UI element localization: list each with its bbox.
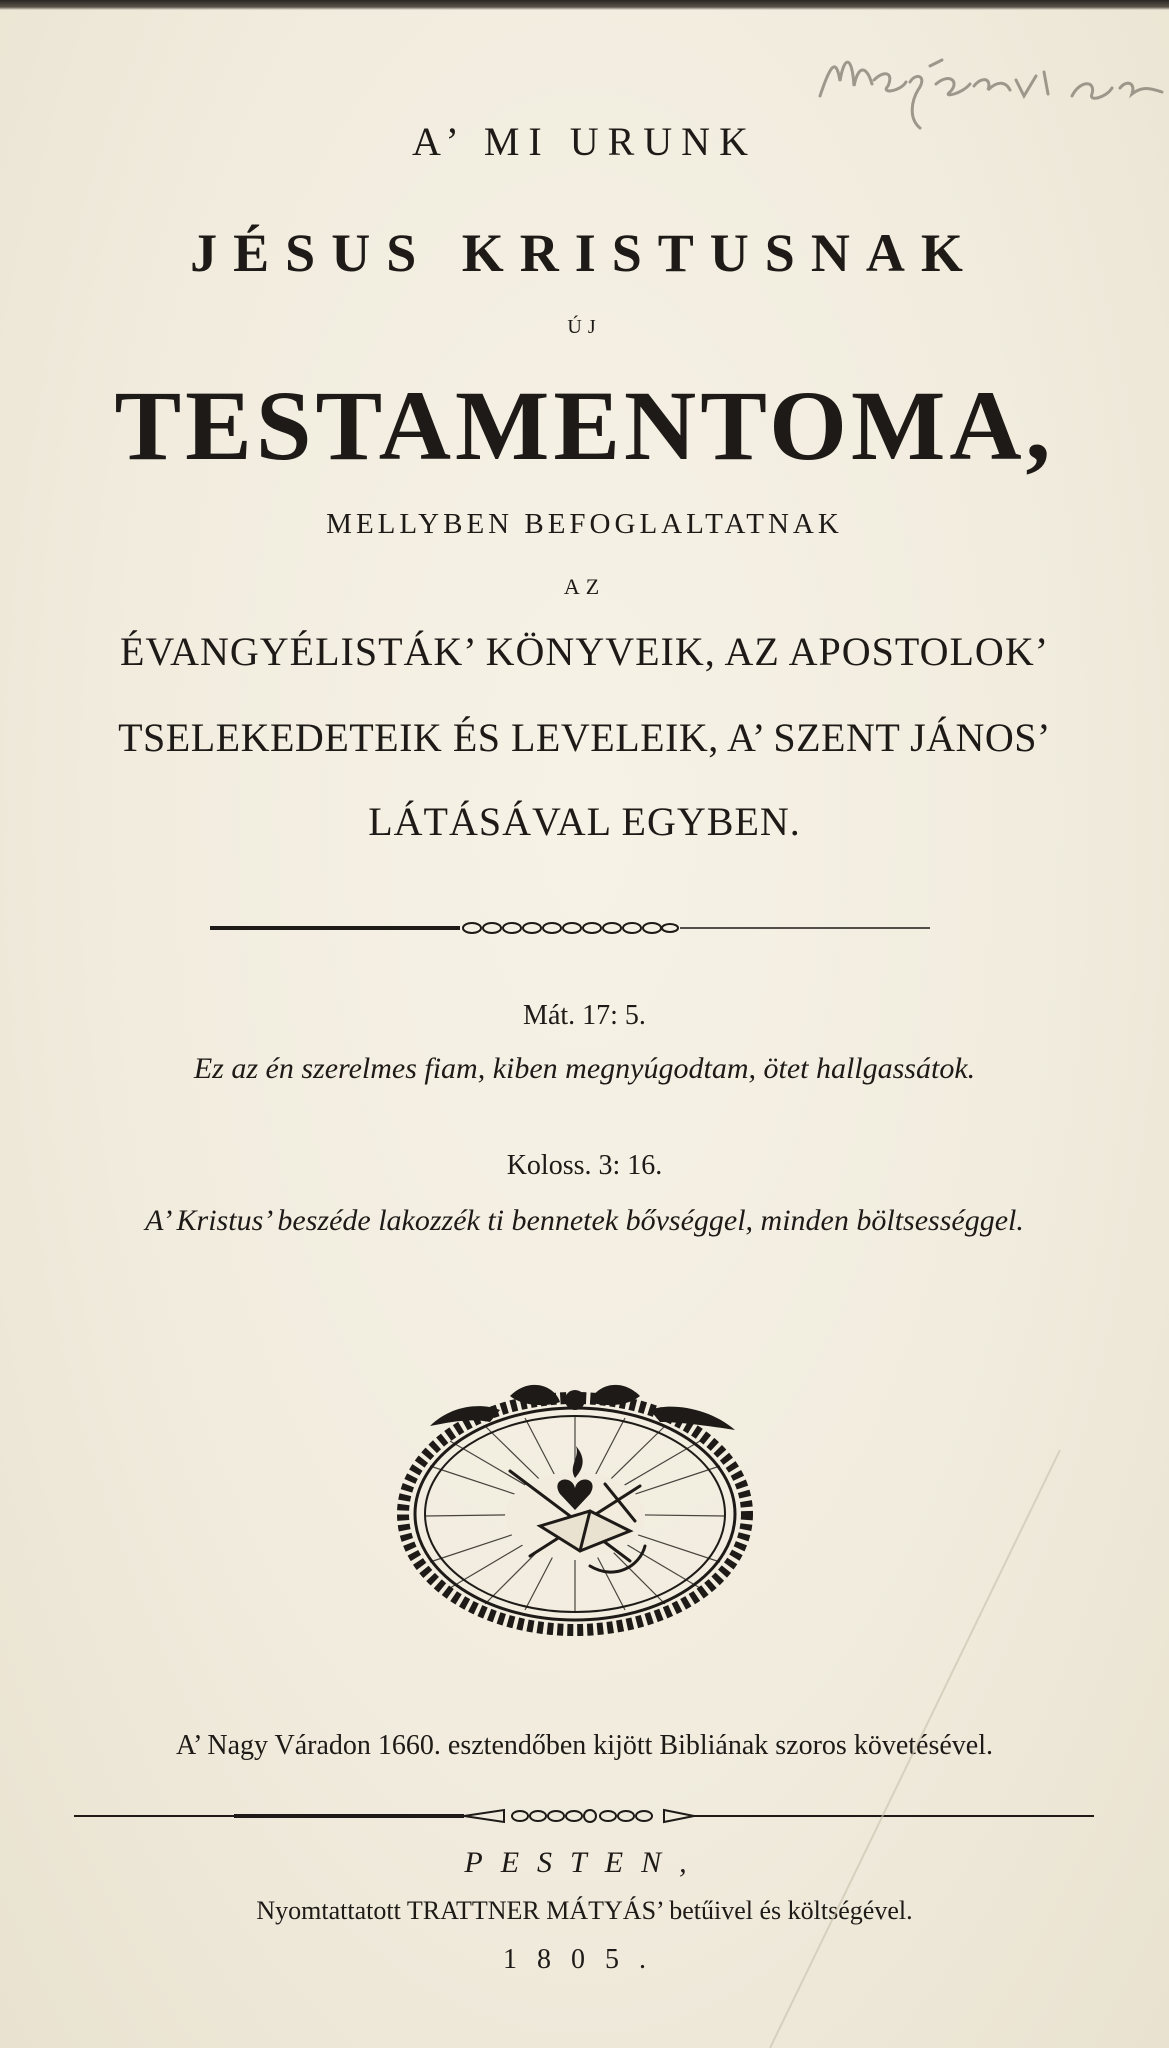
heading-line-ami-urunk: A’ MI URUNK (412, 119, 757, 164)
contents-line-1: ÉVANGYÉLISTÁK’ KÖNYVEIK, AZ APOSTOLOK’ (119, 629, 1050, 674)
imprint-place: PESTEN, (464, 1846, 705, 1879)
subtitle-az: AZ (563, 574, 606, 599)
main-title-testamentoma: TESTAMENTOMA, (114, 370, 1055, 481)
heading-line-uj: ÚJ (567, 316, 602, 338)
source-note: A’ Nagy Váradon 1660. esztendőben kijött Bibliának szoros követésével. (176, 1730, 993, 1761)
epigraph-quote-2: A’ Kristus’ beszéde lakozzék ti bennetek bővséggel, minden böltsességgel. (145, 1204, 1024, 1237)
heading-line-jesus-kristusnak: JÉSUS KRISTUSNAK (190, 223, 979, 283)
contents-line-2: TSELEKEDETEIK ÉS LEVELEIK, A’ SZENT JÁNOS’ (118, 715, 1051, 760)
imprint-printer: Nyomtattatott TRATTNER MÁTYÁS’ betűivel és költségével. (256, 1896, 913, 1925)
epigraph-reference-1: Mát. 17: 5. (523, 1000, 646, 1031)
contents-line-3: LÁTÁSÁVAL EGYBEN. (368, 799, 801, 844)
epigraph-quote-1: Ez az én szerelmes fiam, kiben megnyúgodtam, ötet hallgassátok. (193, 1052, 976, 1085)
imprint-year: 1805. (503, 1944, 666, 1975)
subtitle-mellyben: MELLYBEN BEFOGLALTATNAK (326, 508, 843, 540)
epigraph-reference-2: Koloss. 3: 16. (506, 1150, 663, 1181)
